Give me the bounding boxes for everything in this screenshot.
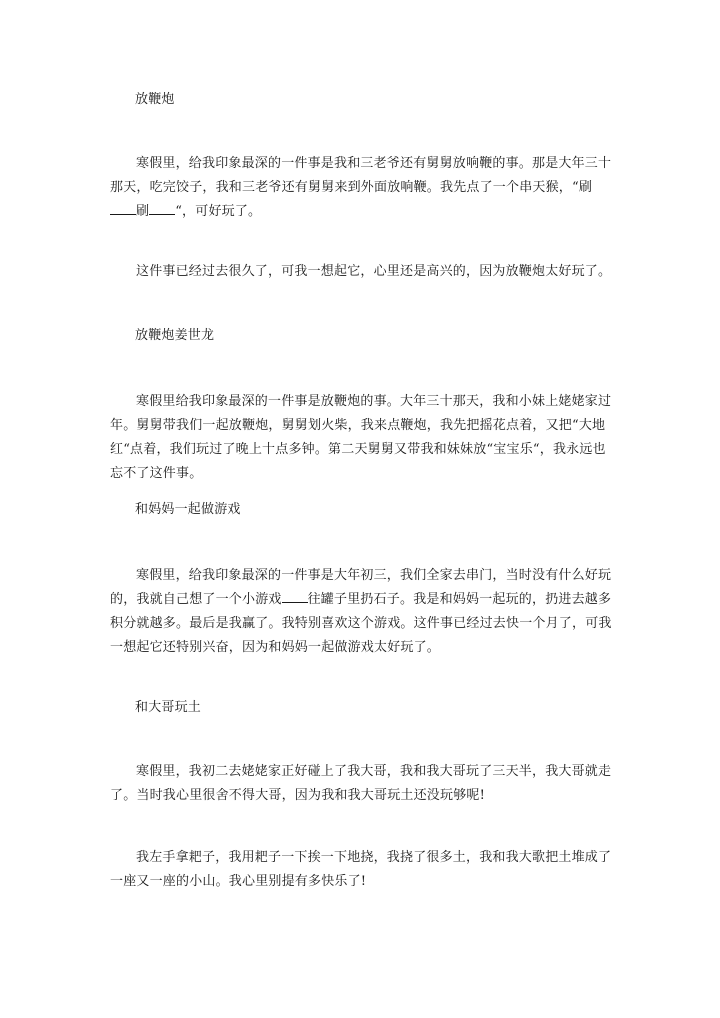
paragraph-1-text-c: “，可好玩了。 — [175, 204, 262, 219]
paragraph-1-text-a: 寒假里，给我印象最深的一件事是我和三老爷还有舅舅放响鞭的事。那是大年三十那天，吃完饺子，我和三老爷还有舅舅来到外面放响鞭。我先点了一个串天猴，“刷 — [110, 156, 612, 195]
blank-underline — [149, 200, 175, 215]
blank-underline — [282, 588, 308, 603]
paragraph-2: 这件事已经过去很久了，可我一想起它，心里还是高兴的，因为放鞭炮太好玩了。 — [136, 264, 612, 279]
paragraph-1 — [110, 152, 615, 224]
section-title-1: 放鞭炮 — [135, 92, 175, 107]
blank-underline — [110, 200, 136, 215]
paragraph-4 — [110, 564, 615, 660]
section-title-2: 放鞭炮姜世龙 — [135, 328, 215, 343]
paragraph-5: 寒假里，我初二去姥姥家正好碰上了我大哥，我和我大哥玩了三天半，我大哥就走了。当时我心里很舍不得大哥，因为我和我大哥玩土还没玩够呢! — [110, 764, 612, 803]
paragraph-1-text-b: 刷 — [136, 204, 150, 219]
section-title-4: 和大哥玩土 — [135, 700, 202, 715]
paragraph-3: 寒假里给我印象最深的一件事是放鞭炮的事。大年三十那天，我和小妹上姥姥家过年。舅舅带我们一起放鞭炮，舅舅划火柴，我来点鞭炮，我先把摇花点着，又把“大地红“点着，我们玩过了晚上十点多钟。第二天舅舅又带我和妹妹放“宝宝乐“，我永远也忘不了这件事。 — [110, 394, 612, 481]
paragraph-4-text-a: 寒假里，给我印象最深的一件事是大年初三，我们全家去串门，当时没有什么好玩的，我就自己想了一个小游戏 — [110, 568, 612, 607]
section-title-3: 和妈妈一起做游戏 — [135, 502, 241, 517]
paragraph-4-text-b: 往罐子里扔石子。我是和妈妈一起玩的，扔进去越多积分就越多。最后是我赢了。我特别喜欢这个游戏。这件事已经过去快一个月了，可我一想起它还特别兴奋，因为和妈妈一起做游戏太好玩了。 — [110, 592, 612, 655]
paragraph-6: 我左手拿耙子，我用耙子一下挨一下地挠，我挠了很多土，我和我大歌把土堆成了一座又一座的小山。我心里别提有多快乐了! — [110, 850, 612, 889]
